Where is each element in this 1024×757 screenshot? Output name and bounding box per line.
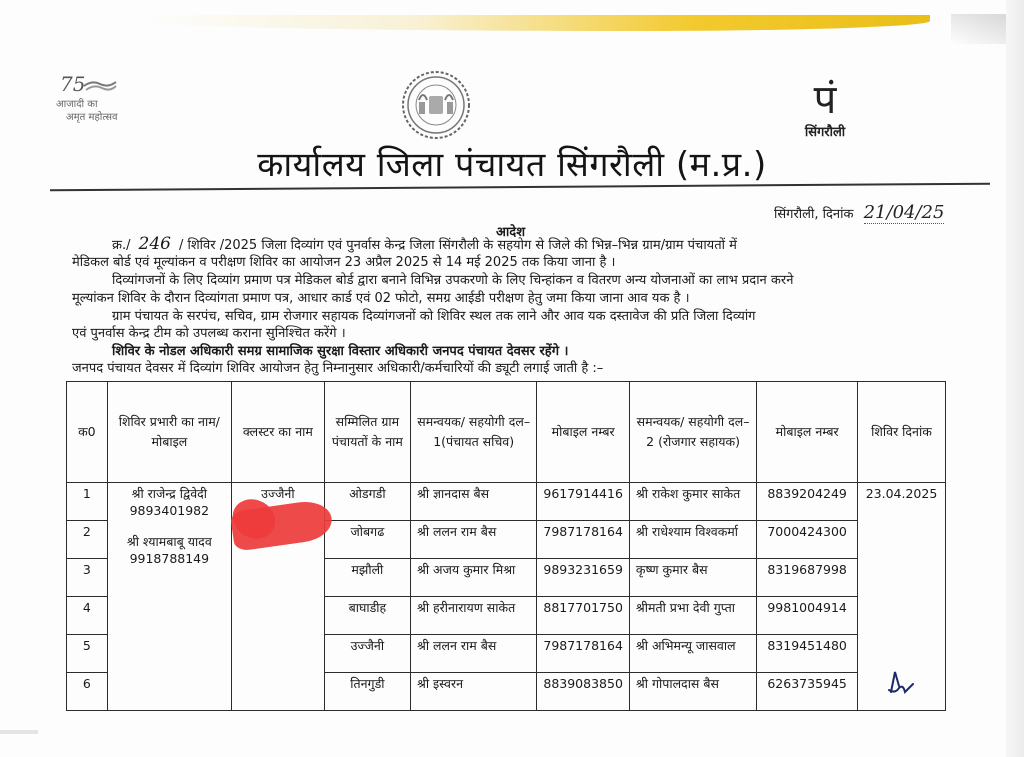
team1-cell: श्री ज्ञानदास बैस [410,483,536,521]
signature-icon [885,668,915,696]
office-title: कार्यालय जिला पंचायत सिंगरौली (म.प्र.) [257,145,767,185]
col-header-cluster: क्लस्टर का नाम [231,382,324,483]
serial-cell: 4 [67,597,108,635]
in-charge-name-1: श्री राजेन्द्र द्विवेदी [131,486,208,501]
logo-line-2: अमृत महोत्सव [66,112,118,123]
para1-line1: जिला दिव्यांग एवं पुनर्वास केन्द्र जिला सिंगरौली के सहयोग से जिले की भिन्न–भिन्न ग्राम/ग्राम पंचायतों में [261,238,737,253]
col-header-serial: क0 [67,382,108,483]
para3-line2: एवं पुनर्वास केन्द्र टीम को उपलब्ध कराना सुनिश्चित करेंगे । [72,326,346,341]
table-row [67,483,946,521]
mobile2-cell: 7000424300 [757,521,858,559]
scan-edge-mark [0,730,38,734]
table-header-row [67,382,946,483]
gram-panchayat-cell: उज्जैनी [324,635,410,673]
page-corner-fold [951,14,1006,44]
col-header-in-charge: शिविर प्रभारी का नाम/ मोबाइल [107,382,231,483]
team1-cell: श्री अजय कुमार मिश्रा [410,559,536,597]
para2-line2: मूल्यांकन शिविर के दौरान दिव्यांगता प्रमाण पत्र, आधार कार्ड एवं 02 फोटो, समग्र आईडी परीक्षण हेतु जमा किया जाना आव यक है । [72,291,690,306]
mobile1-cell: 9617914416 [537,483,630,521]
gram-panchayat-cell: जोबगढ [324,521,410,559]
team1-cell: श्री इस्वरन [410,673,536,711]
col-header-mobile2: मोबाइल नम्बर [757,382,858,483]
mobile1-cell: 7987178164 [537,635,630,673]
ref-prefix: क्र./ [112,238,131,253]
mobile1-cell: 9893231659 [537,559,630,597]
handwritten-date: 21/04/25 [863,202,945,223]
col-header-team2: समन्वयक/ सहयोगी दल–2 (रोजगार सहायक) [629,382,756,483]
serial-cell: 5 [67,635,108,673]
para2-line1: दिव्यांगजनों के लिए दिव्यांग प्रमाण पत्र मेडिकल बोर्ड द्वारा बनाने विभिन्न उपकरणो के लिए चिन्हांकन व वितरण अन्य योजनाओं का लाभ प्रदान करने [112,273,794,288]
duty-roster-table [66,381,946,711]
team2-cell: श्रीमती प्रभा देवी गुप्ता [629,597,756,635]
gram-panchayat-cell: बाघाडीह [324,597,410,635]
panchayat-glyph: पं [813,77,837,123]
panchayat-logo-label: सिंगरौली [804,125,846,140]
ref-suffix: / शिविर /2025 [178,238,258,253]
azadi-ka-amrit-mahotsav-logo [56,72,136,122]
in-charge-name-2: श्री श्यामबाबू यादव [126,534,212,549]
in-charge-mobile-2: 9918788149 [129,551,210,566]
col-header-camp-date: शिविर दिनांक [858,382,946,483]
mobile1-cell: 8817701750 [537,597,630,635]
serial-cell: 2 [67,521,108,559]
dateline [774,202,944,223]
team2-cell: श्री राकेश कुमार साकेत [629,483,756,521]
yellow-swoosh-decoration [140,15,930,31]
in-charge-mobile-1: 9893401982 [129,503,210,518]
team2-cell: श्री राधेश्याम विश्वकर्मा [629,521,756,559]
team2-cell: श्री गोपालदास बैस [629,673,756,711]
mobile1-cell: 8839083850 [537,673,630,711]
in-charge-cell [107,483,231,711]
para5-duty-intro: जनपद पंचायत देवसर में दिव्यांग शिविर आयोजन हेतु निम्नानुसार अधिकारी/कर्मचारियों की ड्यूटी लगाई जाती है :– [72,361,604,376]
para1-line2: मेडिकल बोर्ड एवं मूल्यांकन व परीक्षण शिविर का आयोजन 23 अप्रैल 2025 से 14 मई 2025 तक किया जाना है । [72,255,616,270]
mobile2-cell: 9981004914 [757,597,858,635]
gram-panchayat-cell: ओडगडी [324,483,410,521]
dateline-prefix: सिंगरौली, दिनांक [774,207,854,222]
mobile2-cell: 6263735945 [757,673,858,711]
serial-cell: 1 [67,483,108,521]
logo-line-1: आजादी का [56,99,98,110]
col-header-team1: समन्वयक/ सहयोगी दल–1(पंचायत सचिव) [410,382,536,483]
mobile1-cell: 7987178164 [537,521,630,559]
team1-cell: श्री ललन राम बैस [410,521,536,559]
team1-cell: श्री हरीनारायण साकेत [410,597,536,635]
gram-panchayat-cell: मझौली [324,559,410,597]
logo-number: 75 [60,72,86,96]
col-header-gram-panchayats: सम्मिलित ग्राम पंचायतों के नाम [324,382,410,483]
cluster-cell: उज्जैनी [231,483,324,711]
mobile2-cell: 8839204249 [757,483,858,521]
serial-cell: 3 [67,559,108,597]
order-heading: आदेश [496,225,526,240]
team2-cell: कृष्ण कुमार बैस [629,559,756,597]
para3-line1: ग्राम पंचायत के सरपंच, सचिव, ग्राम रोजगार सहायक दिव्यांगजनों को शिविर स्थल तक लाने और आव यक दस्तावेज की प्रति जिला दिव्यांग [112,309,756,324]
mobile2-cell: 8319451480 [757,635,858,673]
col-header-mobile1: मोबाइल नम्बर [537,382,630,483]
gram-panchayat-cell: तिनगुडी [324,673,410,711]
serial-cell: 6 [67,673,108,711]
flag-icon [82,78,118,92]
mobile2-cell: 8319687998 [757,559,858,597]
madhya-pradesh-emblem-icon [401,70,471,140]
team2-cell: श्री अभिमन्यू जासवाल [629,635,756,673]
order-ref-line [72,236,737,254]
page-edge-shadow [1006,0,1024,757]
handwritten-ref-number: 246 [138,234,171,254]
zila-panchayat-singrauli-logo [780,77,870,140]
camp-date-cell: 23.04.2025 [858,483,946,711]
para4-nodal-officer: शिविर के नोडल अधिकारी समग्र सामाजिक सुरक्षा विस्तार अधिकारी जनपद पंचायत देवसर रहेंगे । [112,344,569,359]
team1-cell: श्री ललन राम बैस [410,635,536,673]
